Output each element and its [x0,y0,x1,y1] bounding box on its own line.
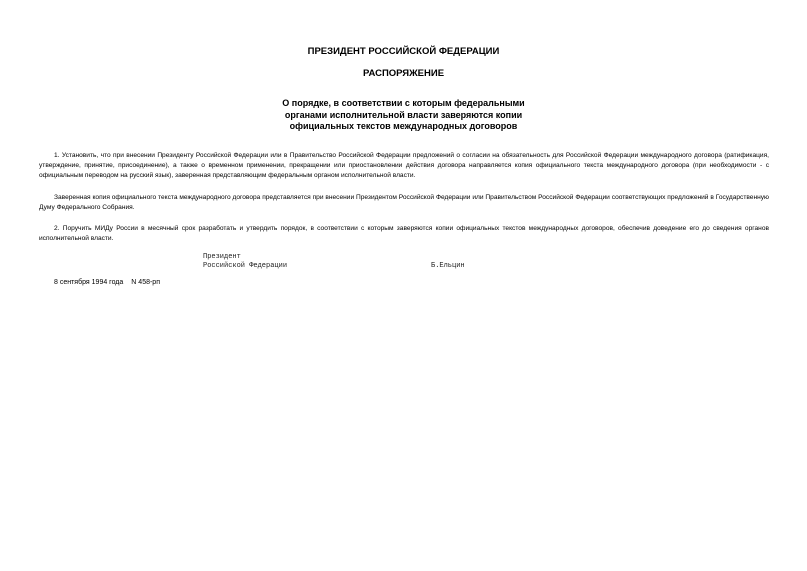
signature-title: Президент [203,253,241,261]
body-paragraph-1: 1. Установить, что при внесении Президенту Российской Федерации или в Правительство Российской Федерации предложений о согласии на обязательность для Российской Федерации международного договора (ратификация, утверждение, принятие, присоединение), а также о временном применении, прекращении или приостановлении действия договора направляется копия официального текста международного договора (при необходимости - с официальным переводом на русский язык), заверенная представляющим федеральным органом исполнительной власти. [39,152,769,179]
subject-line: официальных текстов международных договоров [289,121,518,131]
body-paragraph-3: 2. Поручить МИДу России в месячный срок разработать и утвердить порядок, в соответствии с которым заверяются копии официальных текстов международных договоров, обеспечив доведение его до сведения органов исполнительной власти. [39,225,769,242]
body-paragraph-2: Заверенная копия официального текста международного договора представляется при внесении Президентом Российской Федерации или Правительством Российской Федерации соответствующих предложений в Государственную Думу Федерального Собрания. [39,194,769,211]
document-subject [0,98,807,133]
document-date: 8 сентября 1994 года [54,279,124,286]
signature-organization: Российской Федерации [203,262,288,270]
document-number: N 458-рп [131,279,160,286]
document-type-heading: РАСПОРЯЖЕНИЕ [362,68,445,79]
subject-line: О порядке, в соответствии с которым федеральными [282,98,525,108]
subject-line: органами исполнительной власти заверяются копии [284,109,523,120]
document-date-line [54,278,168,288]
signatory-name: Б.Ельцин [431,262,465,270]
issuer-heading: ПРЕЗИДЕНТ РОССИЙСКОЙ ФЕДЕРАЦИИ [307,46,500,57]
